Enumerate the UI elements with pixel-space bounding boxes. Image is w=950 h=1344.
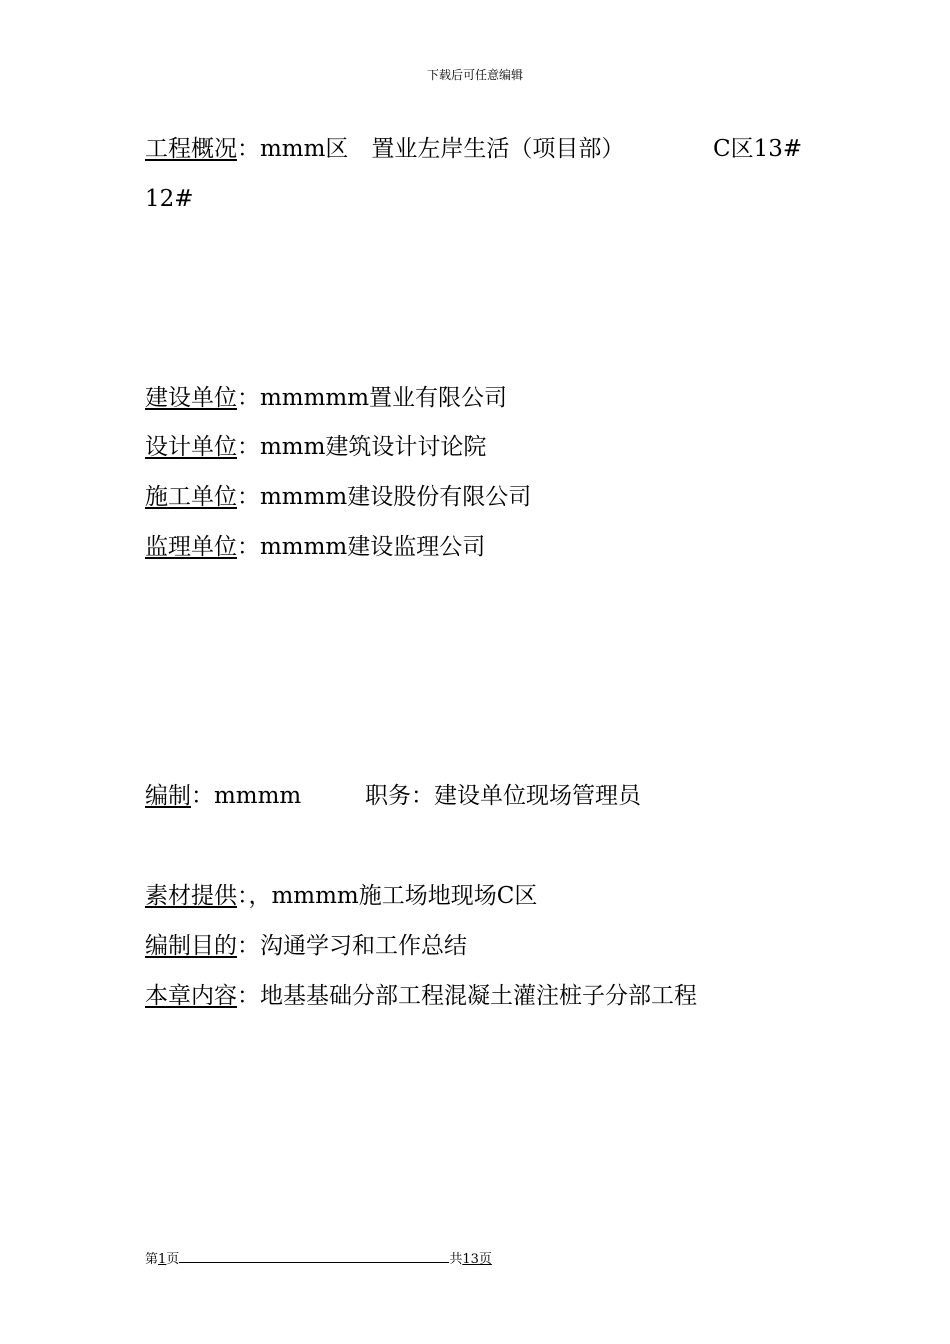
project-overview-value: mmm区 置业左岸生活（项目部）	[260, 136, 625, 162]
separator: ：	[237, 534, 260, 560]
unit-label: 设计单位	[145, 434, 237, 460]
detail-label: 本章内容	[145, 983, 237, 1009]
project-overview-zone: C区13#	[713, 136, 803, 162]
editor-line	[145, 781, 301, 811]
separator: ：	[237, 983, 260, 1009]
separator: ：	[237, 434, 260, 460]
page-suffix: 页	[166, 1252, 180, 1267]
separator: ：	[191, 783, 214, 809]
unit-line-construction	[145, 383, 507, 413]
project-overview-building: 12#	[145, 186, 194, 212]
page-number: 1	[158, 1252, 167, 1267]
detail-value: ，mmmm施工场地现场C区	[248, 883, 538, 909]
detail-value: 沟通学习和工作总结	[260, 933, 467, 959]
unit-line-design	[145, 432, 486, 462]
position-line	[365, 781, 641, 811]
page-footer	[145, 1248, 492, 1267]
separator: ：	[237, 933, 260, 959]
total-pages: 13	[462, 1252, 479, 1267]
separator: ：	[237, 385, 260, 411]
page-prefix: 第	[145, 1252, 159, 1267]
detail-line-purpose	[145, 931, 467, 961]
unit-value: mmmm建设股份有限公司	[260, 484, 532, 510]
unit-value: mmmmm置业有限公司	[260, 385, 508, 411]
unit-value: mmmm建设监理公司	[260, 534, 486, 560]
project-overview-label: 工程概况	[145, 136, 237, 162]
detail-line-material	[145, 881, 537, 911]
detail-label: 编制目的	[145, 933, 237, 959]
project-overview-line	[145, 134, 624, 164]
page-header: 下载后可任意编辑	[426, 68, 523, 82]
footer-rule	[179, 1250, 449, 1263]
editor-value: mmmm	[214, 783, 302, 809]
unit-line-contractor	[145, 482, 531, 512]
detail-value: 地基基础分部工程混凝土灌注桩子分部工程	[260, 983, 697, 1009]
unit-label: 监理单位	[145, 534, 237, 560]
editor-label: 编制	[145, 783, 191, 809]
position-value: 建设单位现场管理员	[434, 783, 641, 809]
separator: ：	[237, 883, 249, 909]
unit-line-supervision	[145, 532, 485, 562]
detail-label: 素材提供	[145, 883, 237, 909]
detail-line-content	[145, 981, 697, 1011]
position-label: 职务：	[365, 783, 434, 809]
unit-label: 施工单位	[145, 484, 237, 510]
separator: ：	[237, 484, 260, 510]
total-prefix: 共	[449, 1252, 463, 1267]
separator: ：	[237, 136, 260, 162]
total-suffix: 页	[478, 1252, 492, 1267]
unit-label: 建设单位	[145, 385, 237, 411]
unit-value: mmm建筑设计讨论院	[260, 434, 487, 460]
